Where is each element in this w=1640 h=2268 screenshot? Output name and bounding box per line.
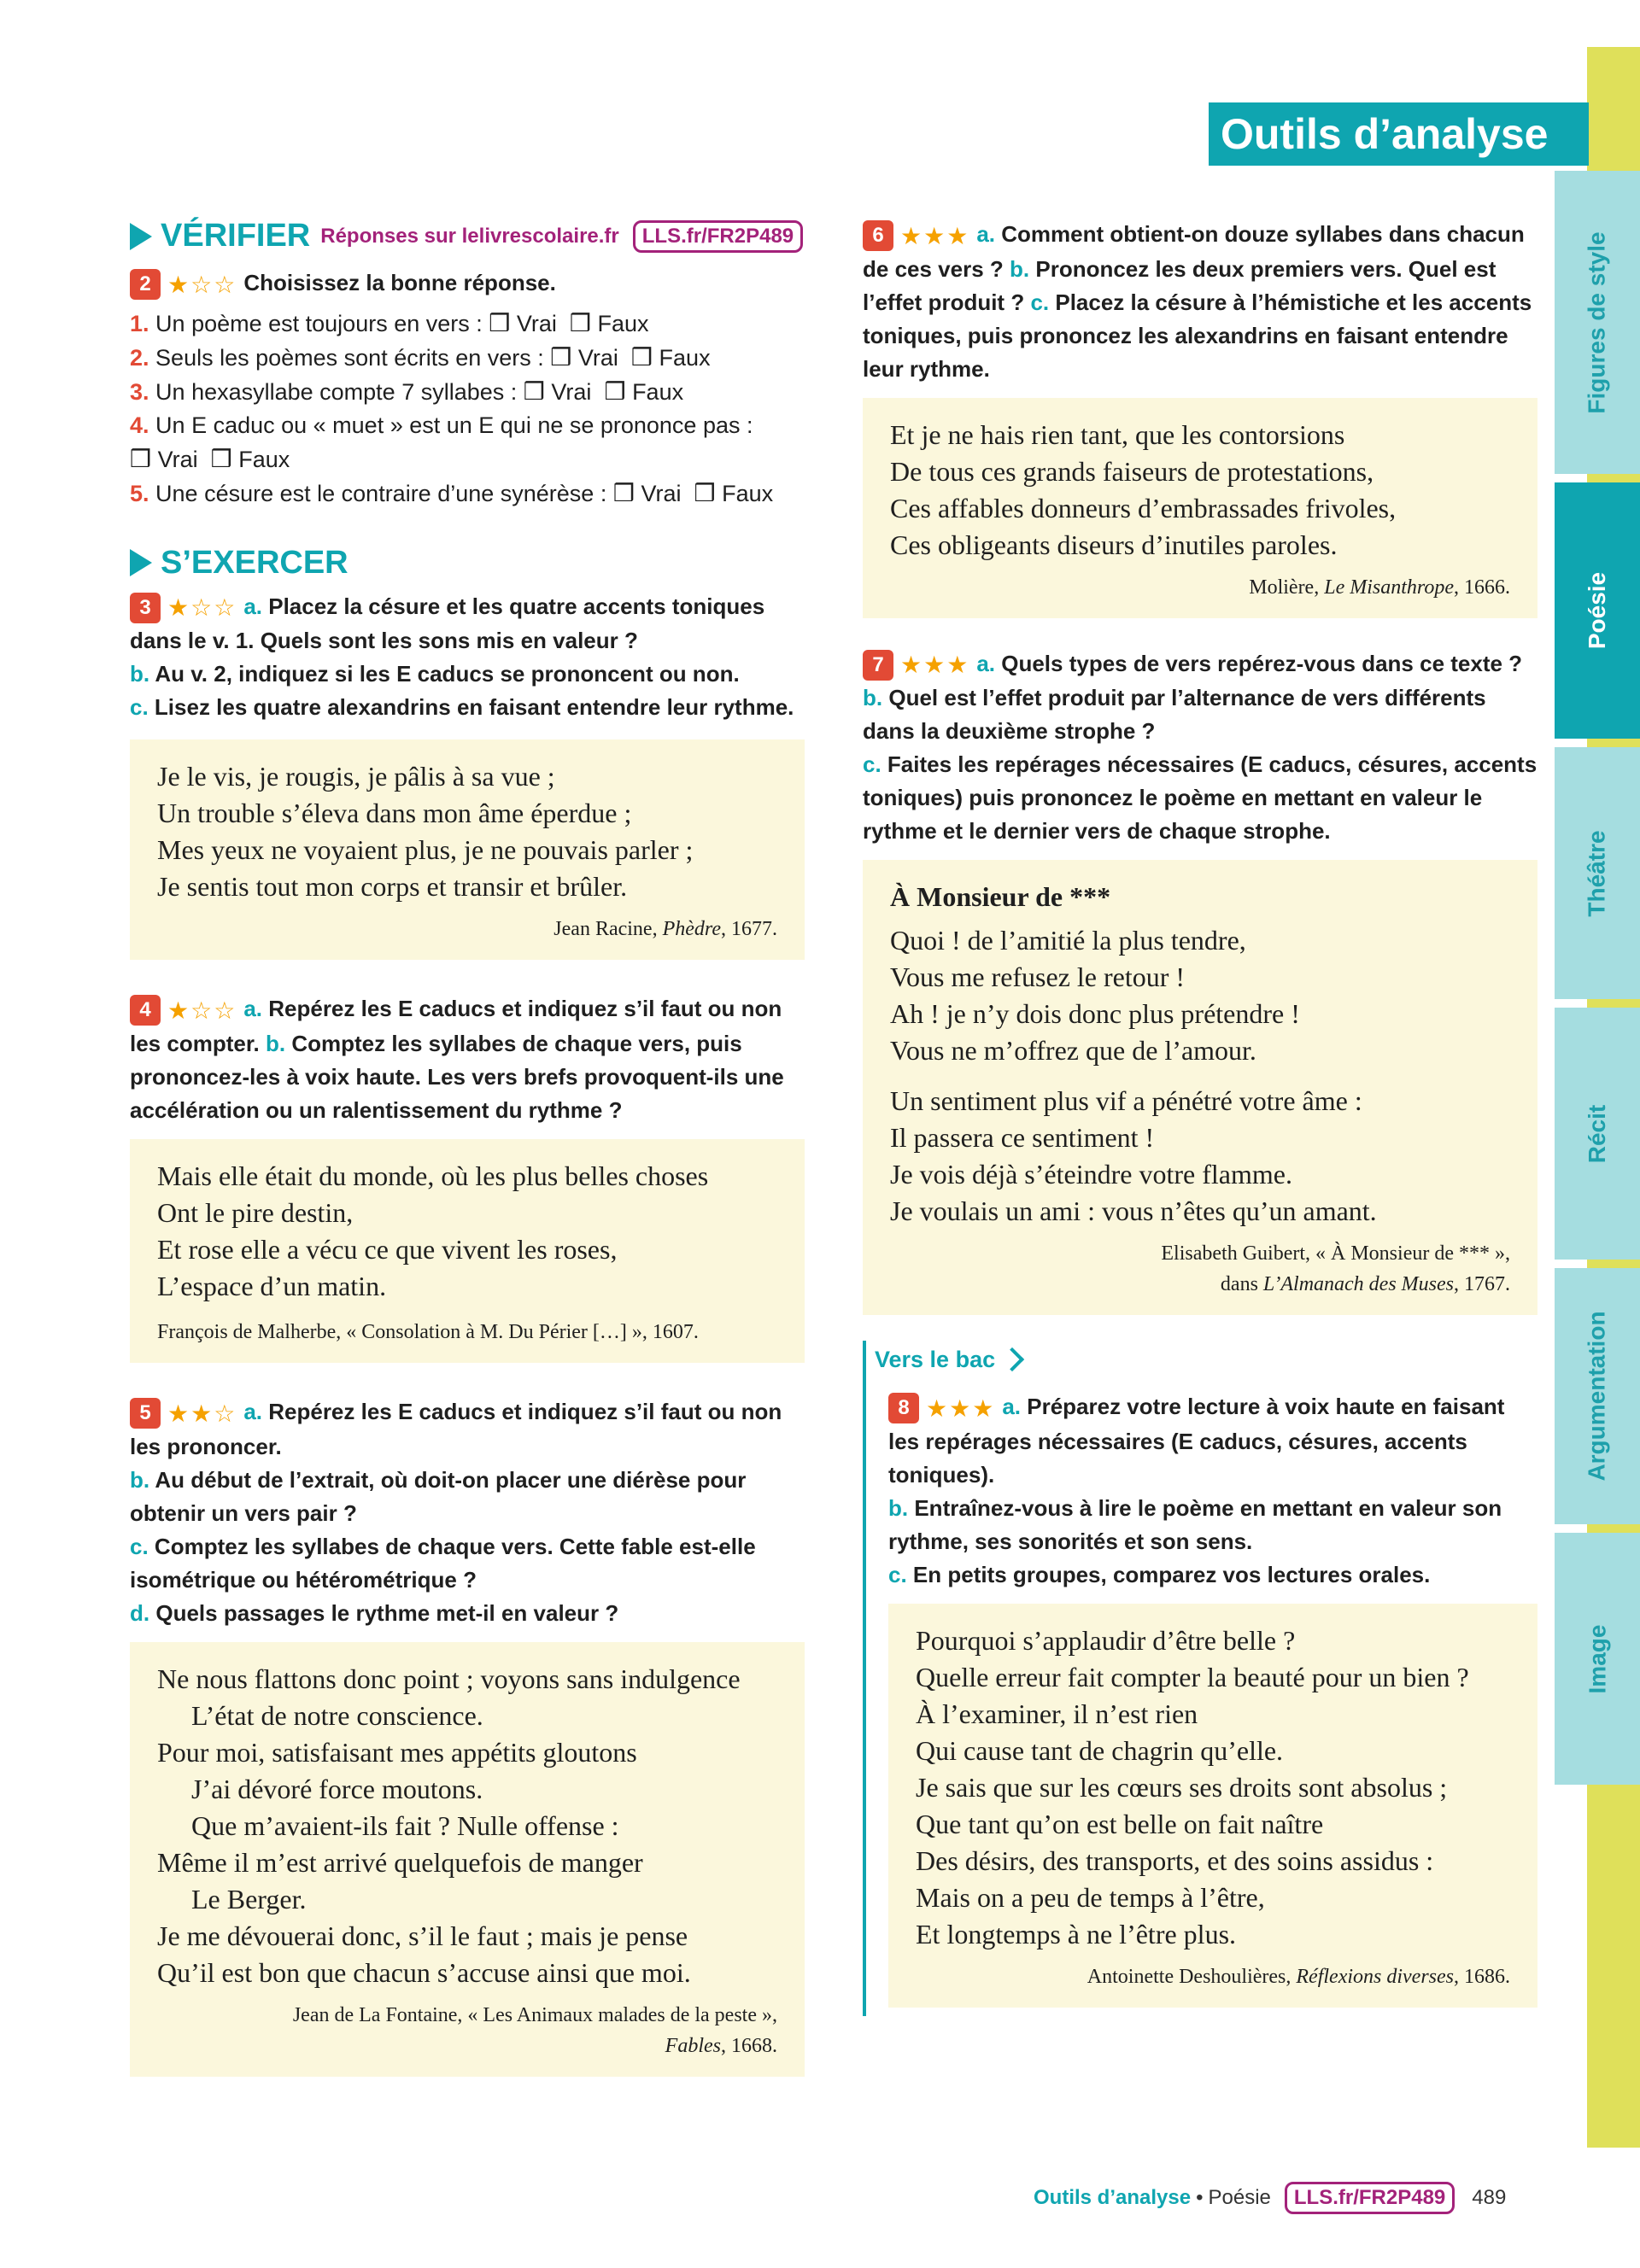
exercise-3 (130, 590, 805, 725)
poem-title: À Monsieur de *** (890, 881, 1111, 913)
quote-box (863, 398, 1538, 618)
triangle-icon (130, 223, 152, 250)
tab-label: Image (1584, 1624, 1610, 1693)
source-year: , 1666. (1454, 576, 1510, 599)
difficulty-stars-icon: ★★★ (900, 652, 970, 679)
checkbox-vrai[interactable]: ❒ (489, 309, 511, 336)
source-year: , 1677. (721, 918, 777, 941)
verse-line: Je voulais un ami : vous n’êtes qu’un amant. (890, 1195, 1377, 1227)
vrai-label: Vrai (157, 446, 198, 472)
lls-code-badge[interactable]: LLS.fr/FR2P489 (633, 220, 803, 253)
quote-source (890, 572, 1510, 603)
question-text: Prononcez les deux premiers vers. Quel est l’effet produit ? (863, 255, 1496, 315)
source-line: Elisabeth Guibert, « À Monsieur de *** », (1161, 1242, 1510, 1266)
item-text: Une césure est le contraire d’une synérèse : (155, 480, 613, 506)
verse-line: Je me dévouerai donc, s’il le faut ; mais je pense (157, 1920, 688, 1951)
checkbox-vrai[interactable]: ❒ (130, 445, 152, 472)
right-column (863, 218, 1538, 2016)
stanza (890, 1083, 1510, 1230)
vrai-label: Vrai (577, 344, 618, 371)
verse-line: Quoi ! de l’amitié la plus tendre, (890, 925, 1246, 956)
verse-line: Que tant qu’on est belle on fait naître (916, 1808, 1324, 1839)
lls-code-badge[interactable]: LLS.fr/FR2P489 (1285, 2182, 1455, 2214)
tab-recit[interactable] (1555, 1008, 1640, 1260)
verse-line: Et longtemps à ne l’être plus. (916, 1918, 1237, 1949)
exercise-8 (888, 1390, 1538, 1592)
source-author: Molière, (1249, 576, 1325, 599)
verse-line: L’espace d’un matin. (157, 1270, 387, 1301)
item-number: 4. (130, 412, 149, 438)
item-text: Seuls les poèmes sont écrits en vers : (155, 344, 551, 371)
tab-label: Figures de style (1584, 231, 1610, 414)
question-label: c. (1030, 289, 1050, 315)
checkbox-faux[interactable]: ❒ (210, 445, 232, 472)
difficulty-stars-icon: ★★☆ (167, 1400, 237, 1427)
exercise-number: 5 (130, 1398, 161, 1429)
question-text: Quels passages le rythme met-il en valeur ? (155, 1599, 619, 1626)
quote-source (890, 1238, 1510, 1300)
checkbox-vrai[interactable]: ❒ (612, 479, 635, 506)
source-year: , 1767. (1454, 1273, 1510, 1296)
exercise-number: 4 (130, 995, 161, 1026)
list-item (130, 409, 805, 476)
item-text: Un poème est toujours en vers : (155, 310, 489, 336)
exercise-6 (863, 218, 1538, 386)
verse-line: Qu’il est bon que chacun s’accuse ainsi que moi. (157, 1956, 691, 1988)
tab-label: Poésie (1584, 571, 1610, 650)
bac-block (863, 1378, 1538, 2016)
question-label: d. (130, 1599, 150, 1626)
verse-line: Que m’avaient-ils fait ? Nulle offense : (191, 1809, 619, 1841)
exercise-number: 6 (863, 220, 893, 251)
item-number: 5. (130, 480, 149, 506)
question-text: Comptez les syllabes de chaque vers. Cette fable est-elle isométrique ou hétérométrique ? (130, 1533, 756, 1593)
verse-line: Ces obligeants diseurs d’inutiles paroles. (890, 529, 1338, 560)
question-label: c. (130, 694, 149, 721)
question-label: b. (888, 1494, 909, 1521)
verse-line: Ces affables donneurs d’embrassades frivoles, (890, 492, 1397, 523)
source-author: Antoinette Deshoulières, (1086, 1965, 1297, 1988)
tab-argumentation[interactable] (1555, 1268, 1640, 1524)
source-year: , 1686. (1454, 1965, 1510, 1988)
quote-box (130, 739, 805, 960)
verse-line: Vous me refusez le retour ! (890, 962, 1186, 993)
difficulty-stars-icon: ★☆☆ (167, 271, 237, 298)
tab-theatre[interactable] (1555, 747, 1640, 999)
faux-label: Faux (238, 446, 290, 472)
verse-line: Des désirs, des transports, et des soins assidus : (916, 1844, 1434, 1876)
question-label: b. (863, 685, 883, 711)
item-text: Un E caduc ou « muet » est un E qui ne se prononce pas : (155, 412, 753, 438)
faux-label: Faux (597, 310, 649, 336)
triangle-icon (130, 549, 152, 576)
verse-line: Le Berger. (191, 1883, 307, 1914)
item-number: 1. (130, 310, 149, 336)
verse-line: Et rose elle a vécu ce que vivent les roses, (157, 1233, 618, 1265)
checkbox-faux[interactable]: ❒ (694, 479, 716, 506)
source-work: Phèdre (662, 918, 721, 941)
exercise-7 (863, 647, 1538, 849)
question-text: Entraînez-vous à lire le poème en mettant en valeur son rythme, ses sonorités et son sens. (888, 1494, 1502, 1554)
verse-line: Je vois déjà s’éteindre votre flamme. (890, 1159, 1292, 1190)
verse-line: Quelle erreur fait compter la beauté pour un bien ? (916, 1661, 1469, 1692)
checkbox-vrai[interactable]: ❒ (523, 377, 545, 405)
question-label: a. (243, 996, 262, 1022)
exercise-2-heading (130, 266, 805, 301)
difficulty-stars-icon: ★★★ (926, 1394, 996, 1422)
source-work: Réflexions diverses (1296, 1965, 1454, 1988)
difficulty-stars-icon: ★☆☆ (167, 997, 237, 1024)
question-text: Quels types de vers repérez-vous dans ce texte ? (1001, 650, 1523, 676)
question-label: a. (243, 593, 262, 619)
list-item (130, 341, 805, 375)
question-label: b. (265, 1030, 286, 1056)
verse-line: L’état de notre conscience. (191, 1699, 483, 1731)
verse-line: Et je ne hais rien tant, que les contorsions (890, 418, 1345, 450)
verse-line: Même il m’est arrivé quelquefois de manger (157, 1846, 643, 1878)
question-text: Comptez les syllabes de chaque vers, puis prononcez-les à voix haute. Les vers brefs provoquent-ils une accélération ou un ralentissement du rythme ? (130, 1030, 784, 1123)
tab-figures-de-style[interactable] (1555, 171, 1640, 474)
verse-line: Il passera ce sentiment ! (890, 1122, 1155, 1154)
page-number: 489 (1472, 2186, 1507, 2209)
answers-link[interactable]: Réponses sur lelivrescolaire.fr (320, 224, 619, 248)
difficulty-stars-icon: ★☆☆ (167, 594, 237, 622)
exercise-5 (130, 1395, 805, 1630)
verse-line: Je le vis, je rougis, je pâlis à sa vue ; (157, 761, 555, 792)
question-text: Repérez les E caducs et indiquez s’il faut ou non les prononcer. (130, 1398, 782, 1459)
tab-label: Argumentation (1584, 1311, 1611, 1482)
source-work: Le Misanthrope (1324, 576, 1454, 599)
question-text: Faites les repérages nécessaires (E caducs, césures, accents toniques) puis prononcez le poème en mettant en valeur le rythme et le dernier vers de chaque strophe. (863, 751, 1538, 845)
difficulty-stars-icon: ★★★ (900, 222, 970, 249)
true-false-list (130, 307, 805, 511)
verse-line: Mes yeux ne voyaient plus, je ne pouvais parler ; (157, 834, 694, 866)
list-item (130, 307, 805, 341)
quote-source (157, 914, 777, 944)
quote-source (157, 2000, 777, 2061)
checkbox-vrai[interactable]: ❒ (550, 343, 572, 371)
exercise-4 (130, 992, 805, 1127)
verse-line: Je sais que sur les cœurs ses droits sont absolus ; (916, 1771, 1448, 1803)
verse-line: De tous ces grands faiseurs de protestations, (890, 455, 1374, 487)
source-prefix: dans (1220, 1273, 1263, 1296)
exercise-number: 2 (130, 269, 161, 300)
source-year: , 1668. (721, 2034, 777, 2057)
question-text: Repérez les E caducs et indiquez s’il faut ou non les compter. (130, 996, 782, 1056)
faux-label: Faux (632, 378, 684, 405)
quote-box (130, 1642, 805, 2077)
question-label: c. (863, 751, 882, 778)
faux-label: Faux (659, 344, 711, 371)
verse-line: Pour moi, satisfaisant mes appétits gloutons (157, 1736, 637, 1768)
section-title: S’EXERCER (161, 544, 348, 581)
checkbox-faux[interactable]: ❒ (630, 343, 653, 371)
verse-line: Pourquoi s’applaudir d’être belle ? (916, 1624, 1296, 1656)
question-text: En petits groupes, comparez vos lectures orales. (912, 1561, 1431, 1587)
item-text: Un hexasyllabe compte 7 syllabes : (155, 378, 524, 405)
vrai-label: Vrai (516, 310, 557, 336)
verse-line: À l’examiner, il n’est rien (916, 1698, 1198, 1729)
question-label: c. (888, 1561, 907, 1587)
footer-chapter: Poésie (1208, 2186, 1271, 2209)
question-text: Placez la césure et les quatre accents toniques dans le v. 1. Quels sont les sons mis en valeur ? (130, 593, 765, 654)
verse-line: Un sentiment plus vif a pénétré votre âme : (890, 1085, 1362, 1117)
verse-line: Ah ! je n’y dois donc plus prétendre ! (890, 998, 1300, 1030)
question-label: b. (130, 661, 150, 687)
quote-source (916, 1961, 1510, 1992)
question-label: a. (976, 650, 995, 676)
verse-line: Un trouble s’éleva dans mon âme éperdue ; (157, 798, 632, 829)
footer-separator: • (1196, 2186, 1204, 2209)
checkbox-faux[interactable]: ❒ (569, 309, 592, 336)
tab-poesie[interactable] (1555, 482, 1640, 739)
tab-label: Théâtre (1584, 829, 1610, 917)
verse-line: Ne nous flattons donc point ; voyons sans indulgence (157, 1663, 741, 1694)
source-author: Jean Racine, (554, 918, 663, 941)
item-number: 2. (130, 344, 149, 371)
vers-le-bac-text: Vers le bac (875, 1346, 996, 1372)
vrai-label: Vrai (641, 480, 682, 506)
source-line: Jean de La Fontaine, « Les Animaux malades de la peste », (292, 2003, 777, 2026)
source-work: Fables (665, 2034, 721, 2057)
checkbox-faux[interactable]: ❒ (604, 377, 626, 405)
question-label: a. (976, 221, 995, 247)
question-label: a. (243, 1398, 262, 1424)
question-text: Placez la césure à l’hémistiche et les accents toniques, puis prononcez les alexandrins en faisant entendre leur rythme. (863, 289, 1532, 382)
quote-box (863, 860, 1538, 1315)
exercise-instruction: Choisissez la bonne réponse. (243, 270, 556, 295)
question-text: Au v. 2, indiquez si les E caducs se prononcent ou non. (155, 661, 740, 687)
tab-image[interactable] (1555, 1533, 1640, 1785)
exercer-heading (130, 545, 805, 582)
verse-line: Vous ne m’offrez que de l’amour. (890, 1035, 1256, 1067)
item-number: 3. (130, 378, 149, 405)
verifier-heading (130, 218, 805, 254)
question-text: Préparez votre lecture à voix haute en faisant les repérages nécessaires (E caducs, césures, accents toniques). (888, 1394, 1505, 1488)
quote-box (888, 1604, 1538, 2008)
verse-line: Mais elle était du monde, où les plus belles choses (157, 1160, 709, 1191)
exercise-number: 7 (863, 650, 893, 681)
question-text: Lisez les quatre alexandrins en faisant entendre leur rythme. (154, 694, 794, 721)
faux-label: Faux (722, 480, 774, 506)
verse-line: J’ai dévoré force moutons. (191, 1773, 483, 1804)
question-label: b. (1010, 255, 1030, 282)
verse-line: Je sentis tout mon corps et transir et brûler. (157, 871, 628, 903)
chevron-right-icon (1000, 1347, 1024, 1371)
page-banner: Outils d’analyse (1209, 102, 1589, 166)
list-item (130, 476, 805, 511)
footer-section: Outils d’analyse (1034, 2186, 1192, 2209)
question-text: Comment obtient-on douze syllabes dans chacun de ces vers ? (863, 221, 1525, 282)
quote-box (130, 1139, 805, 1363)
section-title: VÉRIFIER (161, 218, 311, 254)
source-work: L’Almanach des Muses (1262, 1273, 1454, 1296)
tab-label: Récit (1584, 1104, 1610, 1163)
left-column (130, 218, 805, 2077)
verse-line: Qui cause tant de chagrin qu’elle. (916, 1734, 1284, 1766)
exercise-number: 8 (888, 1393, 919, 1423)
vers-le-bac-section (863, 1341, 1538, 2016)
question-label: b. (130, 1466, 150, 1493)
list-item (130, 375, 805, 409)
verse-line: Ont le pire destin, (157, 1196, 354, 1228)
quote-source: François de Malherbe, « Consolation à M. Du Périer […] », 1607. (157, 1320, 699, 1343)
page-footer (1034, 2182, 1546, 2214)
verse-line: Mais on a peu de temps à l’être, (916, 1881, 1265, 1913)
question-label: c. (130, 1533, 149, 1559)
exercise-number: 3 (130, 593, 161, 623)
question-text: Au début de l’extrait, où doit-on placer une diérèse pour obtenir un vers pair ? (130, 1466, 747, 1526)
question-label: a. (1002, 1394, 1021, 1420)
vrai-label: Vrai (551, 378, 592, 405)
vers-le-bac-label (863, 1341, 1021, 1378)
question-text: Quel est l’effet produit par l’alternance de vers différents dans la deuxième strophe ? (863, 685, 1486, 745)
